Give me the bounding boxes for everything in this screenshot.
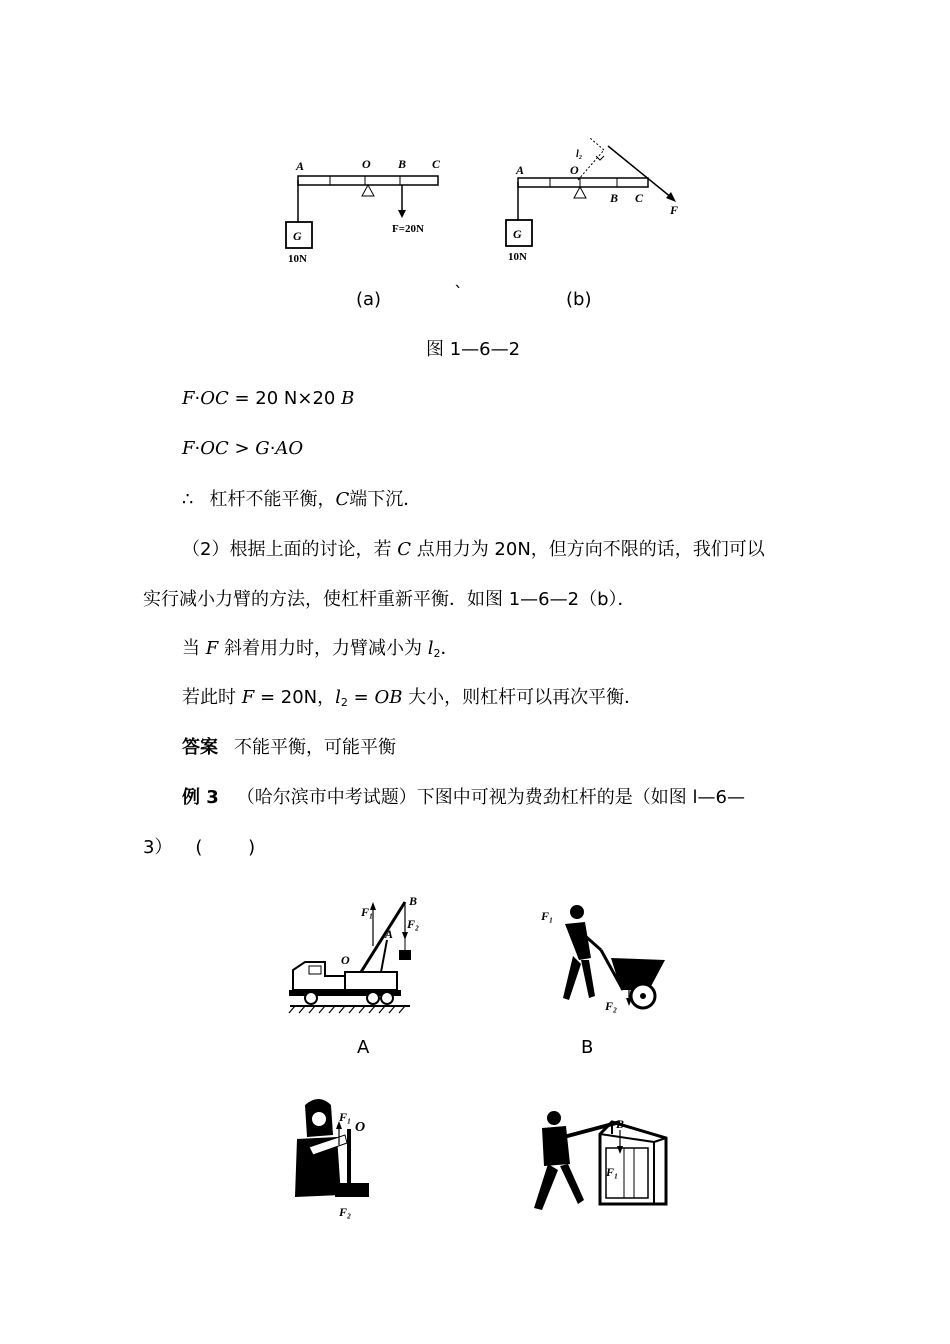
label-o: O <box>341 953 350 967</box>
lever-diagram-b <box>500 132 690 272</box>
label-f: F <box>670 203 679 217</box>
paragraph-3: 当 F 斜着用力时，力臂减小为 $l_2$． <box>182 638 459 660</box>
example-3-line-2: 3） ( ) <box>143 837 256 858</box>
label-f1: F₁ <box>361 905 374 919</box>
picture-crate-crowbar <box>520 1108 670 1218</box>
label-b: B <box>616 1117 625 1131</box>
paragraph-2-line-1: （2）根据上面的讨论，若 C 点用力为 20N，但方向不限的话，我们可以 <box>182 539 765 560</box>
equation-1: F·OC = 20 N×20 B <box>182 388 355 409</box>
label-f2: F₂ <box>339 1205 352 1219</box>
label-arm: l₂ <box>576 149 583 160</box>
label-a: A <box>385 927 394 941</box>
caption-a: (a) <box>356 289 382 310</box>
label-a: A <box>516 163 525 177</box>
label-b: B <box>610 191 619 205</box>
label-c: C <box>635 191 644 205</box>
label-o: O <box>362 157 371 171</box>
conclusion-line: ∴ 杠杆不能平衡，C端下沉． <box>182 489 422 510</box>
lever-diagram-a <box>280 150 450 275</box>
picture-wheelbarrow <box>535 898 670 1018</box>
label-f2: F₂ <box>605 999 618 1013</box>
label-o: O <box>570 163 579 177</box>
label-b: B <box>398 157 407 171</box>
answer-line: 答案 不能平衡，可能平衡 <box>182 737 396 758</box>
label-c: C <box>432 157 441 171</box>
equation-2: F·OC > G·AO <box>182 438 304 459</box>
figure-caption: 图 1—6—2 <box>426 339 521 360</box>
paragraph-2-line-2: 实行减小力臂的方法，使杠杆重新平衡．如图 1—6—2（b）． <box>143 589 636 610</box>
label-a: A <box>296 159 305 173</box>
label-b: B <box>409 894 418 908</box>
label-f1: F₁ <box>541 909 554 923</box>
label-weight: 10N <box>288 253 307 265</box>
caption-b: (b) <box>566 289 592 310</box>
example-3-line-1: 例 3 （哈尔滨市中考试题）下图中可视为费劲杠杆的是（如图 l—6— <box>182 787 745 808</box>
label-g: G <box>293 229 302 243</box>
label-f2: F₂ <box>407 917 420 931</box>
label-o: O <box>355 1120 366 1135</box>
label-f1: F₁ <box>339 1110 352 1124</box>
label-f1: F₁ <box>606 1165 619 1179</box>
caption-picture-a: A <box>357 1037 370 1058</box>
caption-picture-b: B <box>581 1037 594 1058</box>
picture-crane <box>285 890 420 1015</box>
label-force: F=20N <box>392 223 424 235</box>
picture-woman-tool <box>285 1095 385 1220</box>
paragraph-4: 若此时 F = 20N，$l_2$ = OB 大小，则杠杆可以再次平衡． <box>182 687 643 709</box>
label-weight: 10N <box>508 251 527 263</box>
stray-tick: ` <box>454 283 463 304</box>
label-g: G <box>513 227 522 241</box>
